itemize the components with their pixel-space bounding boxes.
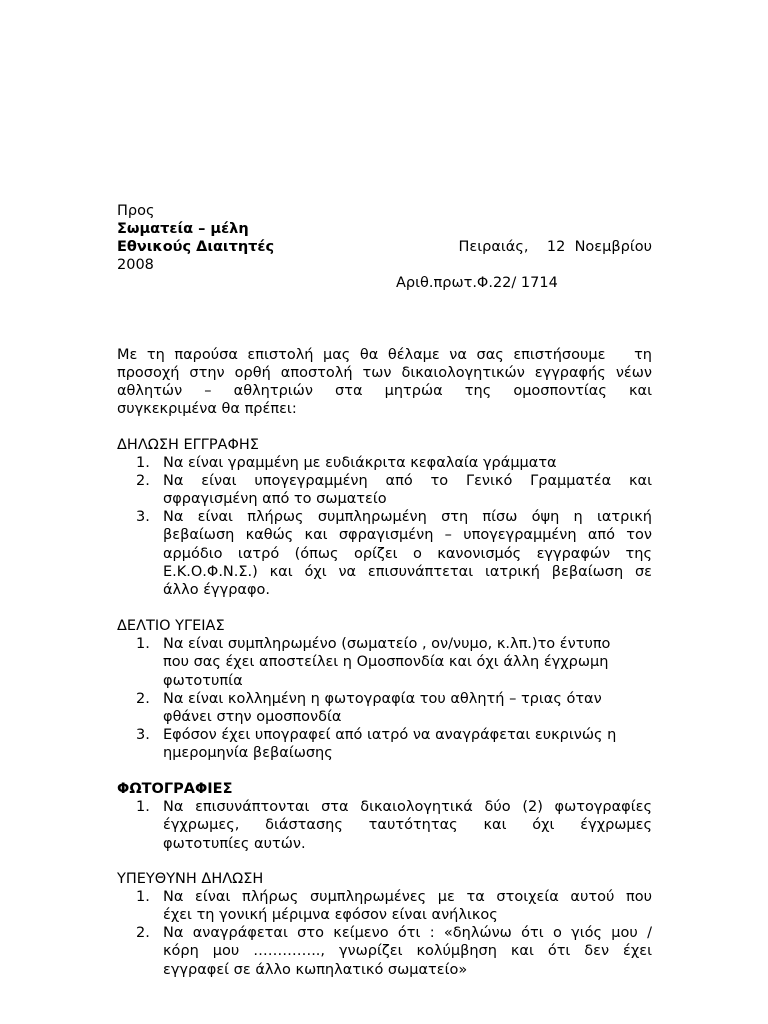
item-line: Να είναι πλήρως συμπληρωμένη στη πίσω όψη η ιατρική [163,509,652,525]
item-line: που σας έχει αποστείλει η Ομοσπονδία και όχι άλλη έγχρωμη [163,654,609,671]
list-number: 3. [136,509,150,525]
item-line: Εφόσον έχει υπογραφεί από ιατρό να αναγράφεται ευκρινώς η [163,727,617,743]
list-number: 2. [136,691,150,707]
item-line: φωτοτυπία [163,672,243,689]
item-line: φωτοτυπίες αυτών. [163,835,306,852]
item-line: φθάνει στην ομοσπονδία [163,709,342,726]
item-line: βεβαίωση καθώς και σφραγισμένη – υπογεγραμμένη από τον [163,527,652,544]
intro-line: προσοχή στην ορθή αποστολή των δικαιολογητικών εγγραφής νέων [117,365,652,381]
section-title-declaration: ΥΠΕΥΘΥΝΗ ΔΗΛΩΣΗ [117,871,264,887]
item-line: Να είναι πλήρως συμπληρωμένες με τα στοιχεία αυτού που [163,889,652,905]
list-number: 1. [136,636,150,652]
item-line: Να είναι συμπληρωμένο (σωματείο , ον/νυμο, κ.λπ.)το έντυπο [163,636,611,652]
list-number: 2. [136,473,150,489]
date-year: 2008 [117,257,154,273]
item-line: Ε.Κ.Ο.Φ.Ν.Σ.) και όχι να επισυνάπτεται ιατρική βεβαίωση σε [163,563,652,580]
recipient-clubs: Σωματεία – μέλη [117,221,249,237]
item-line: Να επισυνάπτονται στα δικαιολογητικά δύο (2) φωτογραφίες [163,799,652,815]
item-line: Να είναι κολλημένη η φωτογραφία του αθλητή – τριας όταν [163,691,602,707]
intro-line: συγκεκριμένα θα πρέπει: [117,401,297,417]
list-number: 1. [136,799,150,815]
to-label: Προς [117,203,155,219]
recipient-referees: Εθνικούς Διαιτητές [117,239,275,255]
item-line: Να αναγράφεται στο κείμενο ότι : «δηλώνω ότι ο γιός μου / [163,925,652,941]
section-title-registration: ΔΗΛΩΣΗ ΕΓΓΡΑΦΗΣ [117,437,259,453]
list-number: 1. [136,455,150,471]
section-title-health-card: ΔΕΛΤΙΟ ΥΓΕΙΑΣ [117,618,225,634]
list-number: 2. [136,925,150,941]
section-title-photos: ΦΩΤΟΓΡΑΦΙΕΣ [117,781,233,797]
list-number: 1. [136,889,150,905]
item-line: έγχρωμες, διάστασης ταυτότητας και όχι έγχρωμες [163,817,652,834]
item-line: εγγραφεί σε άλλο κωπηλατικό σωματείο» [163,961,468,978]
item-line: κόρη μου ………….., γνωρίζει κολύμβηση και ότι δεν έχει [163,943,652,960]
list-number: 3. [136,727,150,743]
item-line: έχει τη γονική μέριμνα εφόσον είναι ανήλικος [163,907,498,924]
item-line: ημερομηνία βεβαίωσης [163,745,333,762]
place-date: Πειραιάς, 12 Νοεμβρίου [458,239,652,255]
item-line: άλλο έγγραφο. [163,582,271,599]
item-line: Να είναι γραμμένη με ευδιάκριτα κεφαλαία γράμματα [163,455,557,471]
intro-line: αθλητών – αθλητριών στα μητρώα της ομοσποντίας και [117,383,652,399]
item-line: αρμόδιο ιατρό (όπως ορίζει ο κανονισμός εγγραφών της [163,545,652,562]
item-line: σφραγισμένη από το σωματείο [163,491,387,508]
intro-line: Με τη παρούσα επιστολή μας θα θέλαμε να σας επιστήσουμε τη [117,347,652,363]
protocol-number: Αριθ.πρωτ.Φ.22/ 1714 [396,275,558,291]
item-line: Να είναι υπογεγραμμένη από το Γενικό Γραμματέα και [163,473,652,489]
